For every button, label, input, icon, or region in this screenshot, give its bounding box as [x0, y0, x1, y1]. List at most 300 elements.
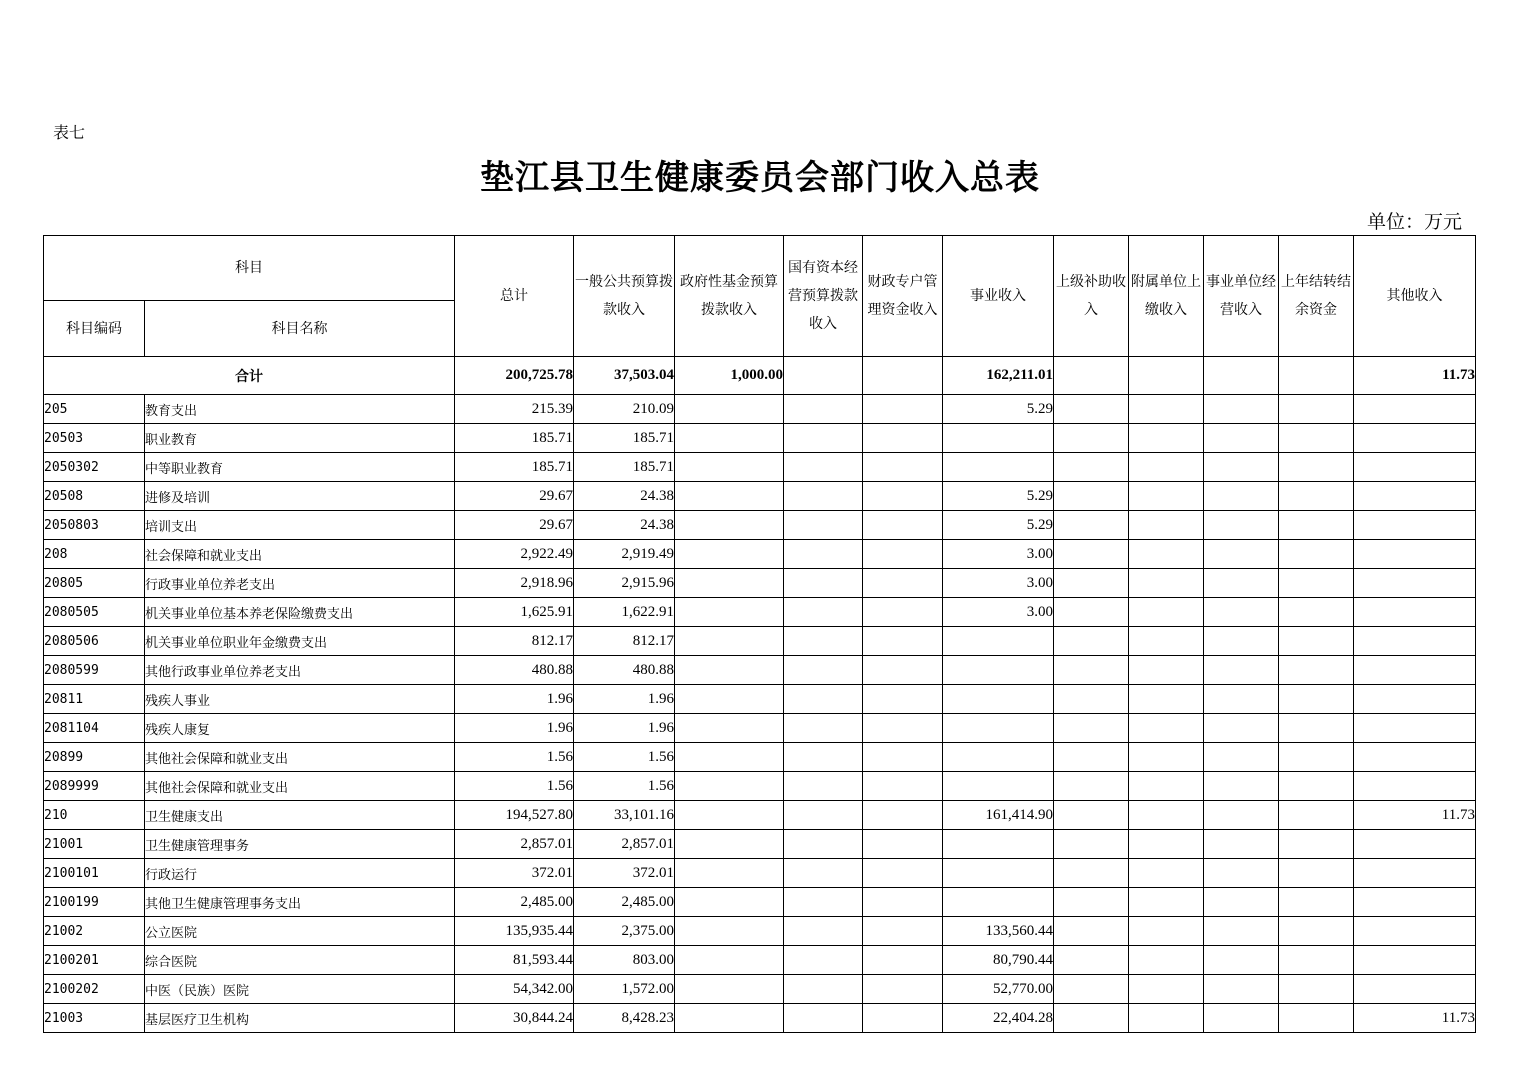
row-name: 机关事业单位基本养老保险缴费支出	[145, 598, 455, 627]
row-name: 其他卫生健康管理事务支出	[145, 888, 455, 917]
row-affiliated-income	[1129, 656, 1204, 685]
row-state-capital	[784, 975, 863, 1004]
table-row	[44, 946, 1476, 975]
row-business-income: 80,790.44	[943, 946, 1054, 975]
row-total: 185.71	[455, 453, 574, 482]
row-superior-subsidy	[1054, 627, 1129, 656]
row-gov-fund	[675, 569, 784, 598]
row-state-capital	[784, 453, 863, 482]
row-other-income	[1354, 830, 1476, 859]
row-operating-income	[1204, 540, 1279, 569]
row-special-account	[863, 424, 943, 453]
row-affiliated-income	[1129, 1004, 1204, 1033]
table-row	[44, 975, 1476, 1004]
header-gov-fund: 政府性基金预算拨款收入	[675, 236, 784, 357]
row-carryover	[1279, 453, 1354, 482]
row-state-capital	[784, 801, 863, 830]
row-carryover	[1279, 1004, 1354, 1033]
header-other-income: 其他收入	[1354, 236, 1476, 357]
header-code: 科目编码	[44, 301, 145, 357]
row-gov-fund	[675, 946, 784, 975]
row-carryover	[1279, 801, 1354, 830]
row-name: 残疾人康复	[145, 714, 455, 743]
row-superior-subsidy	[1054, 685, 1129, 714]
row-name: 中医（民族）医院	[145, 975, 455, 1004]
row-gov-fund	[675, 627, 784, 656]
row-business-income: 5.29	[943, 482, 1054, 511]
row-business-income	[943, 627, 1054, 656]
row-code: 21003	[44, 1004, 145, 1033]
row-other-income	[1354, 627, 1476, 656]
row-total: 135,935.44	[455, 917, 574, 946]
row-total: 29.67	[455, 511, 574, 540]
row-carryover	[1279, 540, 1354, 569]
row-state-capital	[784, 598, 863, 627]
table-row	[44, 830, 1476, 859]
table-row	[44, 743, 1476, 772]
row-general-budget: 1,572.00	[574, 975, 675, 1004]
row-operating-income	[1204, 685, 1279, 714]
table-row	[44, 511, 1476, 540]
row-gov-fund	[675, 917, 784, 946]
table-row	[44, 772, 1476, 801]
row-total: 185.71	[455, 424, 574, 453]
row-superior-subsidy	[1054, 453, 1129, 482]
row-code: 2080506	[44, 627, 145, 656]
header-superior-subsidy: 上级补助收入	[1054, 236, 1129, 357]
row-carryover	[1279, 395, 1354, 424]
row-state-capital	[784, 685, 863, 714]
header-total: 总计	[455, 236, 574, 357]
row-carryover	[1279, 598, 1354, 627]
row-general-budget: 1.56	[574, 743, 675, 772]
total-total: 200,725.78	[455, 357, 574, 395]
row-other-income: 11.73	[1354, 801, 1476, 830]
total-operating-income	[1204, 357, 1279, 395]
row-carryover	[1279, 975, 1354, 1004]
row-special-account	[863, 743, 943, 772]
row-general-budget: 185.71	[574, 424, 675, 453]
row-operating-income	[1204, 453, 1279, 482]
row-gov-fund	[675, 540, 784, 569]
row-general-budget: 803.00	[574, 946, 675, 975]
row-name: 基层医疗卫生机构	[145, 1004, 455, 1033]
row-gov-fund	[675, 656, 784, 685]
row-state-capital	[784, 772, 863, 801]
row-other-income	[1354, 743, 1476, 772]
row-general-budget: 480.88	[574, 656, 675, 685]
row-special-account	[863, 801, 943, 830]
row-operating-income	[1204, 424, 1279, 453]
row-special-account	[863, 772, 943, 801]
row-carryover	[1279, 772, 1354, 801]
row-operating-income	[1204, 1004, 1279, 1033]
row-other-income	[1354, 511, 1476, 540]
row-superior-subsidy	[1054, 946, 1129, 975]
row-state-capital	[784, 743, 863, 772]
row-operating-income	[1204, 946, 1279, 975]
row-special-account	[863, 656, 943, 685]
row-gov-fund	[675, 424, 784, 453]
row-special-account	[863, 685, 943, 714]
row-affiliated-income	[1129, 482, 1204, 511]
table-row	[44, 598, 1476, 627]
row-code: 2050302	[44, 453, 145, 482]
row-carryover	[1279, 627, 1354, 656]
row-name: 培训支出	[145, 511, 455, 540]
table-row	[44, 656, 1476, 685]
row-superior-subsidy	[1054, 540, 1129, 569]
row-state-capital	[784, 1004, 863, 1033]
row-carryover	[1279, 830, 1354, 859]
row-gov-fund	[675, 888, 784, 917]
row-other-income	[1354, 395, 1476, 424]
total-special-account	[863, 357, 943, 395]
row-name: 其他社会保障和就业支出	[145, 743, 455, 772]
row-name: 其他社会保障和就业支出	[145, 772, 455, 801]
row-affiliated-income	[1129, 569, 1204, 598]
total-affiliated-income	[1129, 357, 1204, 395]
row-business-income: 52,770.00	[943, 975, 1054, 1004]
row-state-capital	[784, 946, 863, 975]
row-name: 职业教育	[145, 424, 455, 453]
row-other-income	[1354, 772, 1476, 801]
income-summary-table	[43, 235, 1476, 1033]
row-affiliated-income	[1129, 714, 1204, 743]
table-row	[44, 482, 1476, 511]
row-business-income: 3.00	[943, 598, 1054, 627]
row-special-account	[863, 946, 943, 975]
row-operating-income	[1204, 656, 1279, 685]
row-business-income: 22,404.28	[943, 1004, 1054, 1033]
row-carryover	[1279, 482, 1354, 511]
row-business-income	[943, 830, 1054, 859]
header-business-income: 事业收入	[943, 236, 1054, 357]
table-row	[44, 540, 1476, 569]
row-general-budget: 1.96	[574, 685, 675, 714]
row-operating-income	[1204, 830, 1279, 859]
row-special-account	[863, 888, 943, 917]
row-business-income	[943, 714, 1054, 743]
row-gov-fund	[675, 743, 784, 772]
table-row	[44, 859, 1476, 888]
row-operating-income	[1204, 859, 1279, 888]
row-code: 210	[44, 801, 145, 830]
row-code: 2089999	[44, 772, 145, 801]
header-name: 科目名称	[145, 301, 455, 357]
row-gov-fund	[675, 685, 784, 714]
row-general-budget: 1.56	[574, 772, 675, 801]
row-superior-subsidy	[1054, 395, 1129, 424]
row-affiliated-income	[1129, 511, 1204, 540]
row-code: 20508	[44, 482, 145, 511]
table-row	[44, 685, 1476, 714]
row-other-income	[1354, 859, 1476, 888]
table-row	[44, 714, 1476, 743]
total-label: 合计	[44, 357, 455, 395]
row-other-income: 11.73	[1354, 1004, 1476, 1033]
row-operating-income	[1204, 598, 1279, 627]
row-special-account	[863, 627, 943, 656]
row-gov-fund	[675, 598, 784, 627]
row-superior-subsidy	[1054, 598, 1129, 627]
row-gov-fund	[675, 1004, 784, 1033]
row-general-budget: 8,428.23	[574, 1004, 675, 1033]
row-name: 卫生健康支出	[145, 801, 455, 830]
total-state-capital	[784, 357, 863, 395]
row-total: 1.56	[455, 743, 574, 772]
row-carryover	[1279, 888, 1354, 917]
row-total: 1,625.91	[455, 598, 574, 627]
row-special-account	[863, 511, 943, 540]
header-carryover: 上年结转结余资金	[1279, 236, 1354, 357]
row-operating-income	[1204, 743, 1279, 772]
unit-label: 单位：万元	[1366, 211, 1462, 233]
row-superior-subsidy	[1054, 1004, 1129, 1033]
row-gov-fund	[675, 482, 784, 511]
row-other-income	[1354, 888, 1476, 917]
header-general-budget: 一般公共预算拨款收入	[574, 236, 675, 357]
row-superior-subsidy	[1054, 656, 1129, 685]
row-superior-subsidy	[1054, 859, 1129, 888]
row-affiliated-income	[1129, 540, 1204, 569]
row-affiliated-income	[1129, 772, 1204, 801]
document-title: 垫江县卫生健康委员会部门收入总表	[480, 158, 1040, 198]
row-name: 机关事业单位职业年金缴费支出	[145, 627, 455, 656]
row-state-capital	[784, 656, 863, 685]
row-affiliated-income	[1129, 917, 1204, 946]
row-name: 综合医院	[145, 946, 455, 975]
row-business-income: 5.29	[943, 395, 1054, 424]
total-business-income: 162,211.01	[943, 357, 1054, 395]
row-general-budget: 2,375.00	[574, 917, 675, 946]
row-other-income	[1354, 714, 1476, 743]
row-affiliated-income	[1129, 888, 1204, 917]
row-business-income: 133,560.44	[943, 917, 1054, 946]
row-name: 公立医院	[145, 917, 455, 946]
total-gov-fund: 1,000.00	[675, 357, 784, 395]
row-business-income	[943, 743, 1054, 772]
header-affiliated-income: 附属单位上缴收入	[1129, 236, 1204, 357]
row-superior-subsidy	[1054, 888, 1129, 917]
row-special-account	[863, 598, 943, 627]
row-affiliated-income	[1129, 801, 1204, 830]
row-total: 215.39	[455, 395, 574, 424]
row-gov-fund	[675, 772, 784, 801]
row-total: 81,593.44	[455, 946, 574, 975]
row-state-capital	[784, 917, 863, 946]
row-total: 812.17	[455, 627, 574, 656]
row-affiliated-income	[1129, 395, 1204, 424]
row-code: 2100199	[44, 888, 145, 917]
row-affiliated-income	[1129, 598, 1204, 627]
row-superior-subsidy	[1054, 801, 1129, 830]
table-row	[44, 627, 1476, 656]
row-operating-income	[1204, 511, 1279, 540]
row-special-account	[863, 482, 943, 511]
row-general-budget: 372.01	[574, 859, 675, 888]
row-general-budget: 2,857.01	[574, 830, 675, 859]
row-superior-subsidy	[1054, 511, 1129, 540]
row-affiliated-income	[1129, 627, 1204, 656]
row-special-account	[863, 917, 943, 946]
table-number-label: 表七	[53, 123, 86, 142]
row-superior-subsidy	[1054, 830, 1129, 859]
row-affiliated-income	[1129, 946, 1204, 975]
row-code: 2080505	[44, 598, 145, 627]
row-code: 205	[44, 395, 145, 424]
total-superior-subsidy	[1054, 357, 1129, 395]
row-total: 30,844.24	[455, 1004, 574, 1033]
row-business-income	[943, 424, 1054, 453]
row-superior-subsidy	[1054, 569, 1129, 598]
row-gov-fund	[675, 511, 784, 540]
row-superior-subsidy	[1054, 743, 1129, 772]
row-carryover	[1279, 946, 1354, 975]
table-row	[44, 569, 1476, 598]
row-name: 中等职业教育	[145, 453, 455, 482]
row-general-budget: 210.09	[574, 395, 675, 424]
row-carryover	[1279, 743, 1354, 772]
row-business-income: 3.00	[943, 540, 1054, 569]
row-special-account	[863, 453, 943, 482]
total-row	[44, 357, 1476, 395]
row-code: 2080599	[44, 656, 145, 685]
row-operating-income	[1204, 975, 1279, 1004]
row-code: 2050803	[44, 511, 145, 540]
row-general-budget: 2,485.00	[574, 888, 675, 917]
row-total: 480.88	[455, 656, 574, 685]
row-carryover	[1279, 424, 1354, 453]
row-business-income: 5.29	[943, 511, 1054, 540]
header-subject: 科目	[44, 236, 455, 301]
row-name: 行政事业单位养老支出	[145, 569, 455, 598]
row-other-income	[1354, 482, 1476, 511]
row-state-capital	[784, 511, 863, 540]
row-gov-fund	[675, 859, 784, 888]
row-affiliated-income	[1129, 685, 1204, 714]
row-gov-fund	[675, 975, 784, 1004]
row-general-budget: 185.71	[574, 453, 675, 482]
row-carryover	[1279, 859, 1354, 888]
row-operating-income	[1204, 627, 1279, 656]
total-other-income: 11.73	[1354, 357, 1476, 395]
row-general-budget: 812.17	[574, 627, 675, 656]
row-code: 2100201	[44, 946, 145, 975]
row-superior-subsidy	[1054, 917, 1129, 946]
table-row	[44, 453, 1476, 482]
row-affiliated-income	[1129, 424, 1204, 453]
row-code: 2081104	[44, 714, 145, 743]
row-superior-subsidy	[1054, 772, 1129, 801]
row-total: 194,527.80	[455, 801, 574, 830]
header-state-capital: 国有资本经营预算拨款收入	[784, 236, 863, 357]
row-special-account	[863, 830, 943, 859]
row-other-income	[1354, 946, 1476, 975]
row-total: 1.56	[455, 772, 574, 801]
row-code: 208	[44, 540, 145, 569]
row-operating-income	[1204, 917, 1279, 946]
row-total: 2,918.96	[455, 569, 574, 598]
row-business-income	[943, 772, 1054, 801]
header-special-account: 财政专户管理资金收入	[863, 236, 943, 357]
table-row	[44, 424, 1476, 453]
row-business-income	[943, 685, 1054, 714]
row-special-account	[863, 975, 943, 1004]
row-business-income	[943, 859, 1054, 888]
row-affiliated-income	[1129, 975, 1204, 1004]
row-carryover	[1279, 714, 1354, 743]
row-special-account	[863, 569, 943, 598]
row-total: 1.96	[455, 685, 574, 714]
row-business-income	[943, 656, 1054, 685]
row-state-capital	[784, 569, 863, 598]
row-code: 2100202	[44, 975, 145, 1004]
row-operating-income	[1204, 888, 1279, 917]
row-special-account	[863, 540, 943, 569]
row-general-budget: 24.38	[574, 511, 675, 540]
row-total: 372.01	[455, 859, 574, 888]
row-state-capital	[784, 424, 863, 453]
header-operating-income: 事业单位经营收入	[1204, 236, 1279, 357]
row-gov-fund	[675, 830, 784, 859]
row-code: 21002	[44, 917, 145, 946]
row-state-capital	[784, 627, 863, 656]
row-code: 20811	[44, 685, 145, 714]
row-affiliated-income	[1129, 453, 1204, 482]
row-operating-income	[1204, 569, 1279, 598]
table-row	[44, 1004, 1476, 1033]
row-general-budget: 1,622.91	[574, 598, 675, 627]
row-carryover	[1279, 656, 1354, 685]
row-total: 2,857.01	[455, 830, 574, 859]
row-state-capital	[784, 888, 863, 917]
row-state-capital	[784, 714, 863, 743]
table-row	[44, 917, 1476, 946]
row-total: 2,485.00	[455, 888, 574, 917]
row-other-income	[1354, 424, 1476, 453]
row-code: 2100101	[44, 859, 145, 888]
row-superior-subsidy	[1054, 714, 1129, 743]
row-carryover	[1279, 511, 1354, 540]
row-code: 21001	[44, 830, 145, 859]
row-affiliated-income	[1129, 743, 1204, 772]
row-operating-income	[1204, 772, 1279, 801]
row-name: 进修及培训	[145, 482, 455, 511]
row-superior-subsidy	[1054, 975, 1129, 1004]
row-name: 社会保障和就业支出	[145, 540, 455, 569]
row-general-budget: 2,915.96	[574, 569, 675, 598]
row-business-income: 161,414.90	[943, 801, 1054, 830]
row-special-account	[863, 395, 943, 424]
row-other-income	[1354, 569, 1476, 598]
row-name: 教育支出	[145, 395, 455, 424]
row-superior-subsidy	[1054, 424, 1129, 453]
row-name: 卫生健康管理事务	[145, 830, 455, 859]
row-operating-income	[1204, 801, 1279, 830]
row-special-account	[863, 1004, 943, 1033]
row-carryover	[1279, 917, 1354, 946]
row-business-income	[943, 453, 1054, 482]
table-row	[44, 395, 1476, 424]
row-state-capital	[784, 830, 863, 859]
row-gov-fund	[675, 801, 784, 830]
table-row	[44, 888, 1476, 917]
row-carryover	[1279, 685, 1354, 714]
row-total: 54,342.00	[455, 975, 574, 1004]
row-name: 行政运行	[145, 859, 455, 888]
row-other-income	[1354, 975, 1476, 1004]
